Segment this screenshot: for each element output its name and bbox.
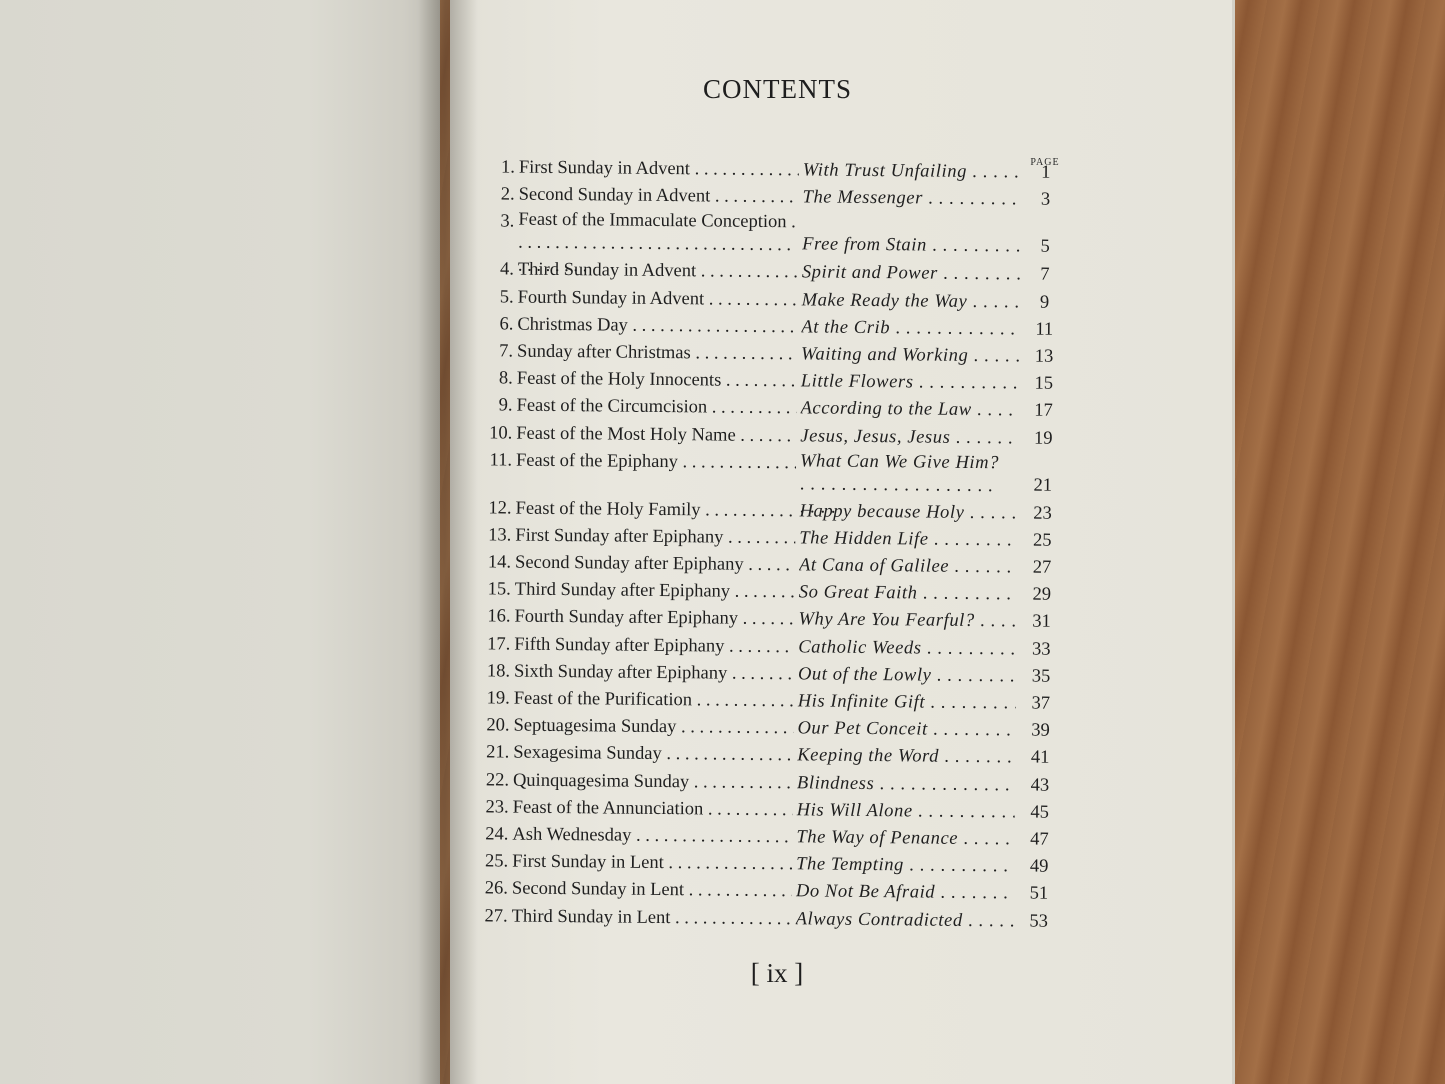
toc-entry: 25. First Sunday in Lent . . . The Tempting . . . 49 [448, 848, 1068, 881]
toc-entry: 24. Ash Wednesday . . . The Way of Penance . . . 47 [448, 821, 1068, 854]
toc-entry: 5. Fourth Sunday in Advent . . . Make Ready the Way . . . 9 [453, 284, 1073, 317]
toc-entry: 13. First Sunday after Epiphany . . . The Hidden Life . . . 25 [451, 522, 1071, 555]
contents-list [448, 154, 1075, 936]
toc-entry: 9. Feast of the Circumcision . . . According to the Law . . . 17 [452, 392, 1072, 425]
toc-entry: 20. Septuagesima Sunday . . . Our Pet Conceit . . . 39 [449, 712, 1069, 745]
toc-entry: 8. Feast of the Holy Innocents . . . Little Flowers . . . 15 [453, 365, 1073, 398]
toc-entry: 16. Fourth Sunday after Epiphany . . . Why Are You Fearful? . . . 31 [450, 603, 1070, 636]
toc-entry: 26. Second Sunday in Lent . . . Do Not Be Afraid . . . 51 [448, 875, 1068, 908]
toc-entry: 27. Third Sunday in Lent . . . Always Contradicted . . . 53 [448, 902, 1068, 935]
toc-entry: 18. Sixth Sunday after Epiphany . . . Out of the Lowly . . . 35 [450, 658, 1070, 691]
toc-entry: 23. Feast of the Annunciation . . . His Will Alone . . . 45 [449, 794, 1069, 827]
page-folio-number: [ ix ] [750, 958, 804, 988]
toc-entry: 15. Third Sunday after Epiphany . . . So Great Faith . . . 29 [451, 576, 1071, 609]
left-page [0, 0, 440, 1084]
toc-entry: 19. Feast of the Purification . . . His Infinite Gift . . . 37 [450, 685, 1070, 718]
toc-entry: 22. Quinquagesima Sunday . . . Blindness . . . 43 [449, 767, 1069, 800]
page-column-label: PAGE [1030, 157, 1060, 168]
toc-entry: 2. Second Sunday in Advent . . . The Messenger . . . 3 [454, 181, 1074, 214]
toc-entry: 12. Feast of the Holy Family . . . Happy because Holy . . . 23 [451, 495, 1071, 528]
toc-entry: 7. Sunday after Christmas . . . Waiting and Working . . . 13 [453, 338, 1073, 371]
toc-entry: 14. Second Sunday after Epiphany . . . At Cana of Galilee . . . 27 [451, 549, 1071, 582]
toc-entry: 17. Fifth Sunday after Epiphany . . . Catholic Weeds . . . 33 [450, 631, 1070, 664]
toc-entry: 4. Third Sunday in Advent . . . Spirit and Power . . . 7 [454, 256, 1074, 289]
toc-entry: 3. Feast of the Immaculate Conception . . . Free from Stain . . . 5 [454, 208, 1074, 262]
toc-entry: 6. Christmas Day . . . At the Crib . . . 11 [453, 311, 1073, 344]
toc-entry: 21. Sexagesima Sunday . . . Keeping the Word . . . 41 [449, 739, 1069, 772]
toc-entry: 11. Feast of the Epiphany . . . What Can We Give Him? . . . 21 [452, 447, 1072, 501]
toc-entry: 10. Feast of the Most Holy Name . . . Jesus, Jesus, Jesus . . . 19 [452, 419, 1072, 452]
page-title: CONTENTS [703, 74, 852, 104]
toc-entry: 1. First Sunday in Advent . . . With Trust Unfailing . . . 1 [455, 154, 1075, 187]
